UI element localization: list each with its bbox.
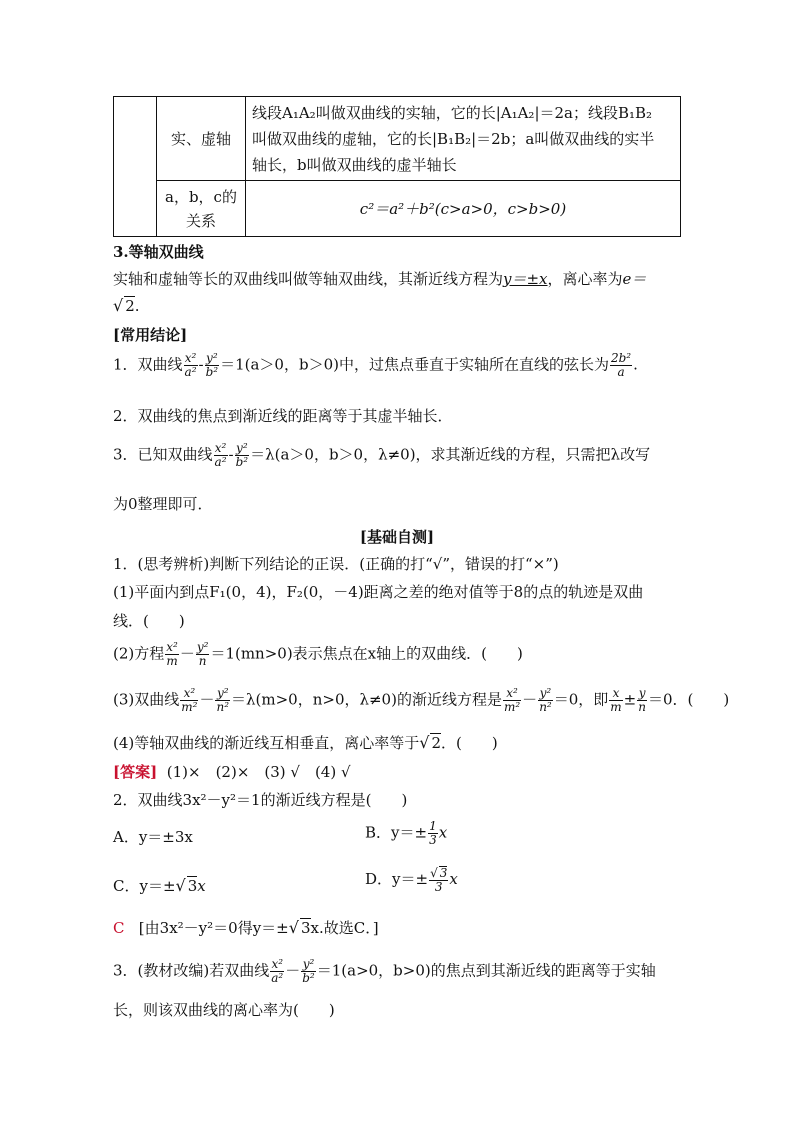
fraction-den: 3	[429, 833, 437, 847]
conclusion-1-lead: 1．双曲线	[113, 355, 183, 374]
fraction-num	[429, 866, 448, 881]
question-1-2-body: ＝1(mn>0)表示焦点在x轴上的双曲线．( )	[210, 644, 523, 663]
fraction-y2-n2	[215, 687, 230, 714]
fraction-den: a²	[271, 971, 284, 985]
fraction-y2-b2	[205, 352, 220, 379]
fraction-den: m	[610, 700, 622, 714]
conclusion-1	[113, 352, 638, 379]
conclusions-heading: [常用结论]	[113, 326, 188, 344]
fraction-den: m²	[181, 700, 198, 714]
question-1-1-line-2: 线．( )	[113, 612, 185, 630]
fraction-x-m	[609, 687, 622, 714]
fraction-num: x	[609, 687, 622, 701]
fraction-num: x²	[503, 687, 521, 701]
fraction-x2-a2	[184, 352, 198, 379]
fraction-y-n	[637, 687, 647, 714]
fraction-den: n²	[539, 700, 552, 714]
conclusion-3-cont: 为0整理即可．	[113, 495, 213, 513]
answer-text: (1)× (2)× (3) √ (4) √	[166, 763, 351, 781]
fraction-x2-a2	[270, 958, 284, 985]
option-b-lead: B．y＝±	[365, 823, 428, 842]
axes-line-1: 线段A₁A₂叫做双曲线的实轴，它的长|A₁A₂|＝2a；线段B₁B₂	[252, 103, 653, 122]
option-c-var: x	[197, 877, 206, 895]
sqrt-value: 3	[300, 919, 311, 937]
option-a: A．y＝±3x	[113, 828, 193, 846]
option-b-var: x	[438, 823, 448, 842]
sqrt-sign: √	[430, 866, 438, 880]
fraction-den: a²	[214, 455, 227, 469]
fraction-num: y²	[302, 957, 315, 971]
question-1-3-body: ＝λ(m>0，n>0，λ≠0)的渐近线方程是	[231, 690, 502, 709]
answer-tag: [答案]	[113, 763, 158, 781]
question-1: 1．(思考辨析)判断下列结论的正误．(正确的打“√”，错误的打“×”)	[113, 555, 559, 573]
answer-line	[113, 761, 351, 782]
solution-lead: [由3x²－y²＝0得y＝±	[138, 919, 289, 937]
minus-sign: －	[285, 961, 301, 980]
fraction-den: n	[198, 654, 207, 668]
question-1-4-tail: ．( )	[441, 734, 498, 752]
sqrt-sign: √	[113, 296, 124, 315]
section-3-text: 实轴和虚轴等长的双曲线叫做等轴双曲线，其渐近线方程为	[113, 270, 504, 288]
asymptote-equation: y＝±x	[503, 270, 548, 288]
fraction-x2-m2	[503, 687, 521, 714]
fraction-root3-3	[429, 866, 448, 894]
period: .	[134, 297, 140, 315]
question-1-2	[113, 641, 523, 668]
fraction-y2-b2	[301, 958, 316, 985]
fraction-num: 1	[429, 819, 437, 833]
row-content-axes	[246, 97, 681, 181]
section-3-line-1	[113, 268, 646, 289]
abc-label-line-1: a，b，c的	[165, 187, 237, 206]
fraction-x2-a2	[214, 442, 228, 469]
section-3-line-2	[113, 296, 140, 315]
minus-sign: -	[228, 445, 234, 464]
option-d	[365, 866, 458, 894]
fraction-num: y²	[206, 351, 218, 365]
question-1-1-line-1: (1)平面内到点F₁(0，4)，F₂(0，－4)距离之差的绝对值等于8的点的轨迹是双曲	[113, 583, 644, 601]
fraction-2b2-a	[610, 352, 632, 379]
sqrt-value: 3	[187, 877, 198, 895]
option-c	[113, 875, 206, 896]
fraction-num: y²	[196, 640, 209, 654]
selftest-heading: [基础自测]	[359, 528, 435, 546]
question-1-4	[113, 732, 498, 753]
fraction-x2-m	[165, 641, 179, 668]
question-3-body: ＝1(a>0，b>0)的焦点到其渐近线的距离等于实轴	[316, 961, 656, 980]
conclusion-2: 2．双曲线的焦点到渐近线的距离等于其虚半轴长．	[113, 407, 453, 425]
fraction-den: 3	[434, 880, 443, 894]
section-3-heading: 3.等轴双曲线	[113, 243, 204, 261]
fraction-den: m²	[503, 700, 521, 714]
fraction-num: 2b²	[610, 351, 632, 365]
fraction-num: y²	[216, 686, 229, 700]
fraction-1-3	[428, 820, 438, 847]
question-2-answer: C	[113, 919, 125, 937]
sqrt-value: 3	[439, 866, 448, 880]
question-1-3-mid: ＝0，即	[553, 690, 609, 709]
conclusion-3-lead: 3．已知双曲线	[113, 445, 213, 464]
fraction-num: x²	[184, 351, 197, 365]
question-1-4-lead: (4)等轴双曲线的渐近线互相垂直，离心率等于	[113, 734, 420, 752]
conclusion-1-body: ＝1(a＞0，b＞0)中，过焦点垂直于实轴所在直线的弦长为	[220, 355, 609, 374]
minus-sign: -	[198, 355, 204, 374]
period: .	[633, 355, 638, 374]
question-2-solution	[113, 917, 379, 938]
fraction-num: y	[638, 686, 646, 700]
row-label-abc	[157, 181, 246, 237]
fraction-den: n²	[216, 700, 230, 714]
axes-line-2: 叫做双曲线的虚轴，它的长|B₁B₂|＝2b；a叫做双曲线的实半	[252, 129, 655, 148]
fraction-num: x²	[214, 441, 227, 455]
question-3	[113, 958, 656, 985]
fraction-den: b²	[235, 455, 249, 469]
plus-minus-sign: ±	[623, 690, 637, 709]
axes-line-3: 轴长，b叫做双曲线的虚半轴长	[252, 155, 457, 174]
minus-sign: －	[199, 690, 215, 709]
fraction-den: n	[638, 700, 646, 714]
sqrt-sign: √	[175, 876, 186, 895]
option-d-var: x	[449, 870, 458, 888]
abc-label-line-2: 关系	[185, 211, 216, 230]
minus-sign: －	[179, 644, 195, 663]
fraction-num: y²	[539, 686, 552, 700]
eccentricity-lhs: e＝	[622, 270, 647, 288]
properties-table	[113, 96, 681, 237]
question-3-lead: 3．(教材改编)若双曲线	[113, 961, 270, 980]
fraction-den: b²	[302, 971, 315, 985]
fraction-y2-n	[196, 641, 210, 668]
fraction-y2-n2	[538, 687, 553, 714]
row-label-axes: 实、虚轴	[157, 97, 246, 181]
fraction-num: y²	[236, 441, 248, 455]
fraction-num: x²	[180, 687, 198, 701]
option-c-lead: C．y＝±	[113, 877, 176, 895]
fraction-den: a	[617, 365, 625, 379]
option-d-lead: D．y＝±	[365, 870, 429, 888]
section-3-text-tail: ，离心率为	[547, 270, 623, 288]
question-3-cont: 长，则该双曲线的离心率为( )	[113, 1001, 335, 1019]
question-1-3-tail: ＝0．( )	[647, 690, 730, 709]
fraction-y2-b2	[235, 442, 250, 469]
question-1-2-lead: (2)方程	[113, 644, 165, 663]
sqrt-sign: √	[419, 733, 430, 752]
fraction-num: x²	[166, 640, 178, 654]
conclusion-3	[113, 442, 650, 469]
conclusion-3-body: ＝λ(a＞0，b＞0，λ≠0)，求其渐近线的方程，只需把λ改写	[250, 445, 651, 464]
question-2: 2．双曲线3x²－y²＝1的渐近线方程是( )	[113, 791, 408, 809]
sqrt-sign: √	[288, 918, 299, 937]
question-1-3-lead: (3)双曲线	[113, 690, 180, 709]
fraction-x2-m2	[180, 687, 198, 714]
fraction-den: b²	[205, 365, 219, 379]
minus-sign: －	[522, 690, 538, 709]
fraction-num: x²	[271, 957, 284, 971]
solution-tail: x.故选C．]	[310, 919, 379, 937]
option-b	[365, 820, 447, 847]
abc-relation-formula: c²＝a²＋b²(c>a>0，c>b>0)	[246, 181, 681, 237]
table-blank-cell	[114, 97, 157, 237]
fraction-den: a²	[184, 365, 197, 379]
eccentricity-value: 2	[125, 297, 135, 315]
question-1-3	[113, 687, 729, 714]
sqrt-value: 2	[431, 734, 441, 752]
fraction-den: m	[166, 654, 178, 668]
